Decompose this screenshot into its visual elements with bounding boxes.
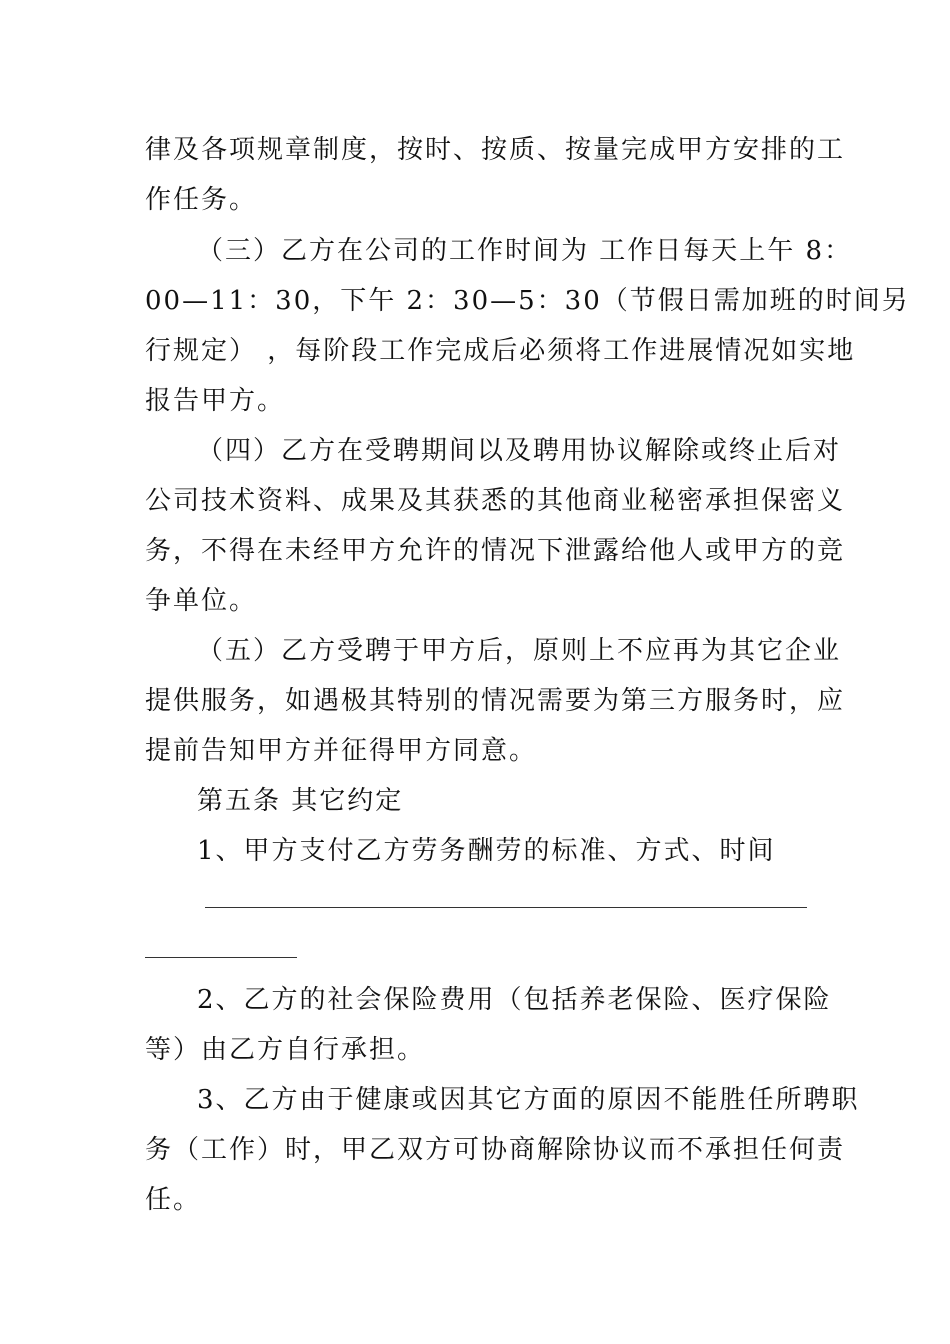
blank-fill-line-continued <box>145 957 297 958</box>
section-heading: 第五条 其它约定 <box>197 786 404 816</box>
text-line-12: 提供服务，如遇极其特别的情况需要为第三方服务时，应 <box>145 686 846 716</box>
text-line-19: 务（工作）时，甲乙双方可协商解除协议而不承担任何责 <box>145 1135 846 1165</box>
text-line-18: 3、乙方由于健康或因其它方面的原因不能胜任所聘职 <box>197 1085 860 1115</box>
text-line-3: （三）乙方在公司的工作时间为 工作日每天上午 8： <box>197 236 853 266</box>
text-line-15: 1、甲方支付乙方劳务酬劳的标准、方式、时间 <box>197 836 776 866</box>
text-line-4: 00—11：30，下午 2：30—5：30（节假日需加班的时间另 <box>145 286 910 316</box>
text-line-10: 争单位。 <box>145 586 258 616</box>
blank-fill-line <box>205 907 807 908</box>
text-line-2: 作任务。 <box>145 185 258 215</box>
text-line-8: 公司技术资料、成果及其获悉的其他商业秘密承担保密义 <box>145 486 846 516</box>
text-line-11: （五）乙方受聘于甲方后，原则上不应再为其它企业 <box>197 636 842 666</box>
text-line-16: 2、乙方的社会保险费用（包括养老保险、医疗保险 <box>197 985 832 1015</box>
text-line-9: 务，不得在未经甲方允许的情况下泄露给他人或甲方的竞 <box>145 536 846 566</box>
text-line-17: 等）由乙方自行承担。 <box>145 1035 426 1065</box>
text-line-13: 提前告知甲方并征得甲方同意。 <box>145 736 538 766</box>
text-line-7: （四）乙方在受聘期间以及聘用协议解除或终止后对 <box>197 436 842 466</box>
text-line-20: 任。 <box>145 1185 202 1215</box>
text-line-6: 报告甲方。 <box>145 386 286 416</box>
text-line-1: 律及各项规章制度，按时、按质、按量完成甲方安排的工 <box>145 135 846 165</box>
text-line-5: 行规定） ，每阶段工作完成后必须将工作进展情况如实地 <box>145 336 856 366</box>
